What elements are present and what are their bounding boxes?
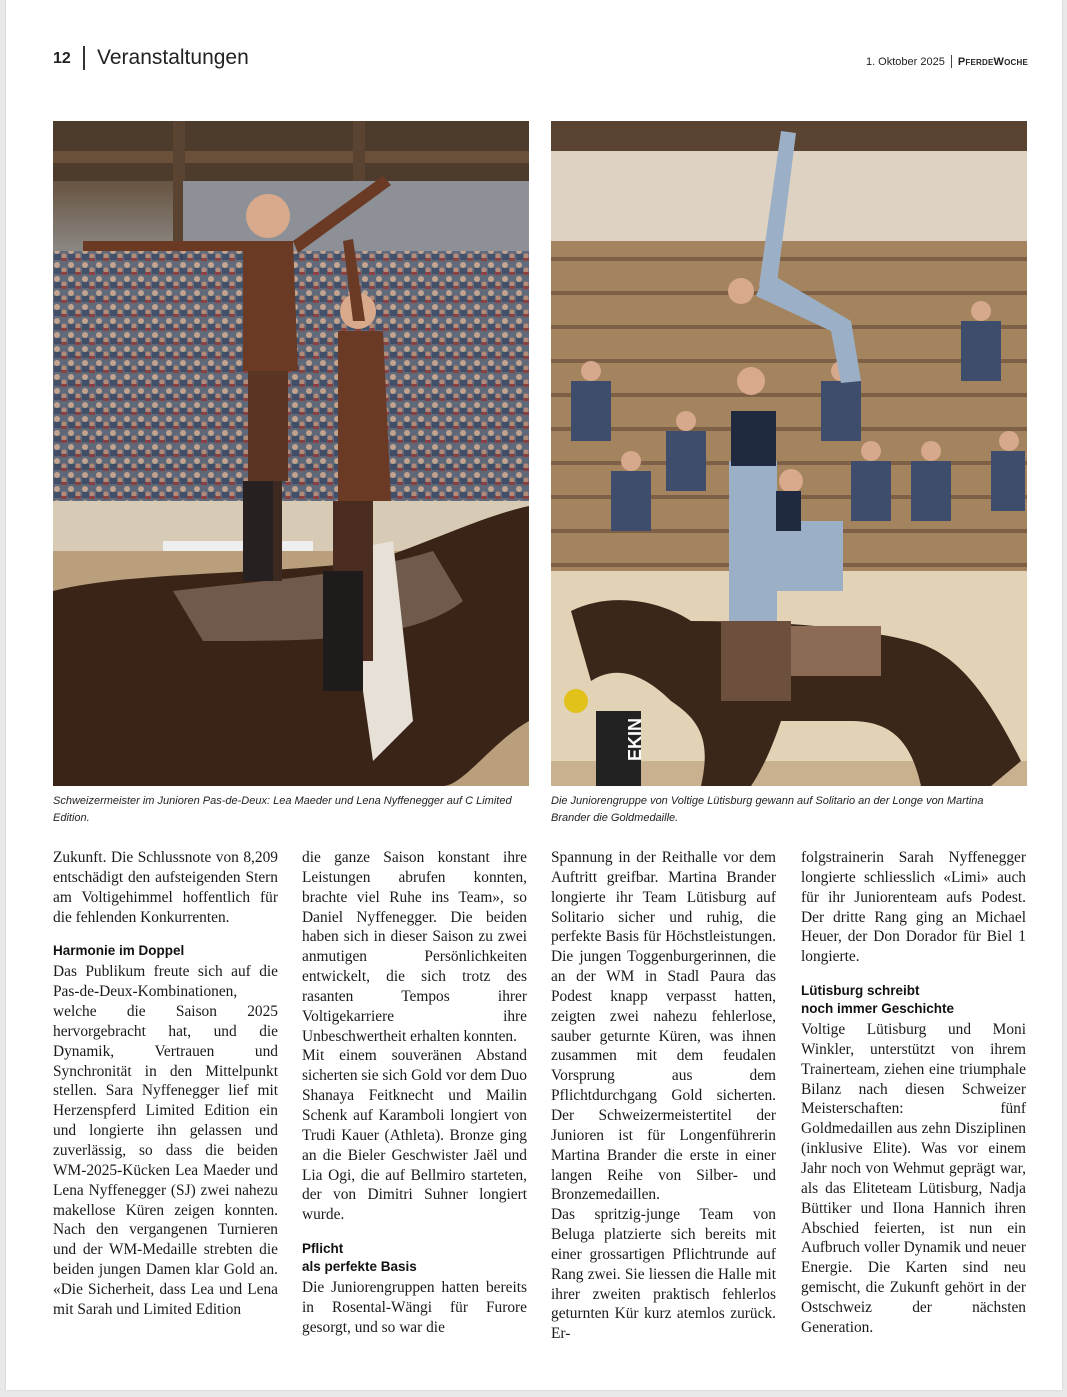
article-column-1 — [53, 848, 278, 1320]
header-divider — [83, 46, 85, 70]
magazine-page — [6, 0, 1062, 1390]
subheading-line: Lütisburg schreibt — [801, 983, 920, 999]
paragraph: Voltige Lütisburg und Moni Winkler, unterstützt von ihrem Trainerteam, ziehen eine triumphale Bilanz nach diesen Schweizer Meisterschaften: fünf Goldmedaillen aus zehn Disziplinen (inklusive Elite). Was vor einem Jahr noch von Wehmut geprägt war, als das Eliteteam Lütisburg, Nadja Büttiker und Ilona Hannich ihren Abschied feierten, ist nun ein Aufbruch voller Dynamik und neuer Energie. Die Karten sind neu gemischt, die Zukunft gehört in der Ostschweiz der nächsten Generation. — [801, 1021, 1026, 1336]
subheading-luetisburg — [801, 982, 1026, 1018]
header-meta-divider — [951, 55, 952, 68]
photo-pas-de-deux — [53, 121, 529, 786]
subheading-pflicht — [302, 1240, 527, 1276]
subheading-line: noch immer Geschichte — [801, 1001, 955, 1017]
paragraph: Das Publikum freute sich auf die Pas-de-Deux-Kombinationen, welche die Saison 2025 hervorgebracht hat, und die Dynamik, Vertrauen und Synchronität in den Mittelpunkt stellen. Sara Nyffenegger lief mit Herzenspferd Limited Edition ein und longierte ihn gelassen und zuverlässig, so dass die beiden WM-2025-Kücken Lea Maeder und Lena Nyffenegger (SJ) zwei nahezu makellose Küren zeigen konnten. Nach den vergangenen Turnieren und der WM-Medaille strebten die beiden jungen Damen klar Gold an. «Die Sicherheit, dass Lea und Lena mit Sarah und Limited Edition — [53, 963, 278, 1318]
paragraph: Mit einem souveränen Abstand sicherten sie sich Gold vor dem Duo Shanaya Feitknecht und Mailin Schenk auf Karamboli longiert von Trudi Kauer (Athleta). Bronze ging an die Bieler Geschwister Jaël und Lia Ogi, die auf Bellmiro starteten, der von Dimitri Suhner longiert wurde. — [302, 1047, 527, 1224]
paragraph: folgstrainerin Sarah Nyffenegger longierte schliesslich «Limi» auch für ihr Juniorenteam aufs Podest. Der dritte Rang ging an Michael Heuer, der Don Dorador für Biel 1 longierte. — [801, 849, 1026, 966]
subheading-line: Pflicht — [302, 1241, 344, 1257]
paragraph: Die Juniorengruppen hatten bereits in Rosental-Wängi für Furore gesorgt, und so war die — [302, 1279, 527, 1336]
paragraph: Das spritzig-junge Team von Beluga platzierte sich bereits mit einer grossartigen Pflichtrunde auf Rang zwei. Sie liessen die Halle mit ihrer zweiten praktisch fehlerlos geturnten Kür kurz atemlos zurück. Er- — [551, 1206, 776, 1343]
article-column-4 — [801, 848, 1026, 1338]
article-column-2 — [302, 848, 527, 1338]
brand-logo: PferdeWoche — [957, 55, 1028, 68]
photo-caption-right: Die Juniorengruppe von Voltige Lütisburg gewann auf Solitario an der Longe von Martina Brander die Goldmedaille. — [551, 795, 984, 824]
photo-caption-left: Schweizermeister im Junioren Pas-de-Deux: Lea Maeder und Lena Nyffenegger auf C Limited Edition. — [53, 795, 512, 824]
section-title: Veranstaltungen — [97, 46, 249, 69]
article-column-3 — [551, 848, 776, 1344]
subheading-line: als perfekte Basis — [302, 1259, 417, 1275]
photo-junior-group — [551, 121, 1027, 786]
issue-date: 1. Oktober 2025 — [865, 55, 945, 68]
page-number: 12 — [53, 50, 71, 67]
banner-text: EKIN — [625, 717, 645, 761]
paragraph: Zukunft. Die Schlussnote von 8,209 entschädigt den aufsteigenden Stern am Voltigehimmel hoffentlich für die fehlenden Konkurrenten. — [53, 849, 278, 926]
paragraph: die ganze Saison konstant ihre Leistungen abrufen konnten, brachte viel Ruhe ins Team», so Daniel Nyffenegger. Die beiden haben sich in dieser Saison zu zwei anmutigen Persönlichkeiten entwickelt, die sich trotz des rasanten Tempos ihrer Voltigekarriere ihre Unbeschwertheit erhalten konnten. — [302, 849, 527, 1045]
paragraph: Spannung in der Reithalle vor dem Auftritt greifbar. Martina Brander longierte ihr Team Lütisburg auf Solitario sicher und ruhig, die perfekte Basis für Höchstleistungen. Die jungen Toggenburgerinnen, die an der WM in Stadl Paura das Podest knapp verpasst hatten, zeigten zwei nahezu fehlerlose, sauber geturnte Küren, was ihnen zusammen mit dem feudalen Vorsprung aus dem Pflichtdurchgang Gold sicherten. Der Schweizermeistertitel der Junioren ist für Longenführerin Martina Brander die erste in einer langen Reihe von Silber- und Bronzemedaillen. — [551, 849, 776, 1204]
header-meta — [866, 55, 1028, 68]
subheading-harmonie: Harmonie im Doppel — [53, 943, 185, 959]
